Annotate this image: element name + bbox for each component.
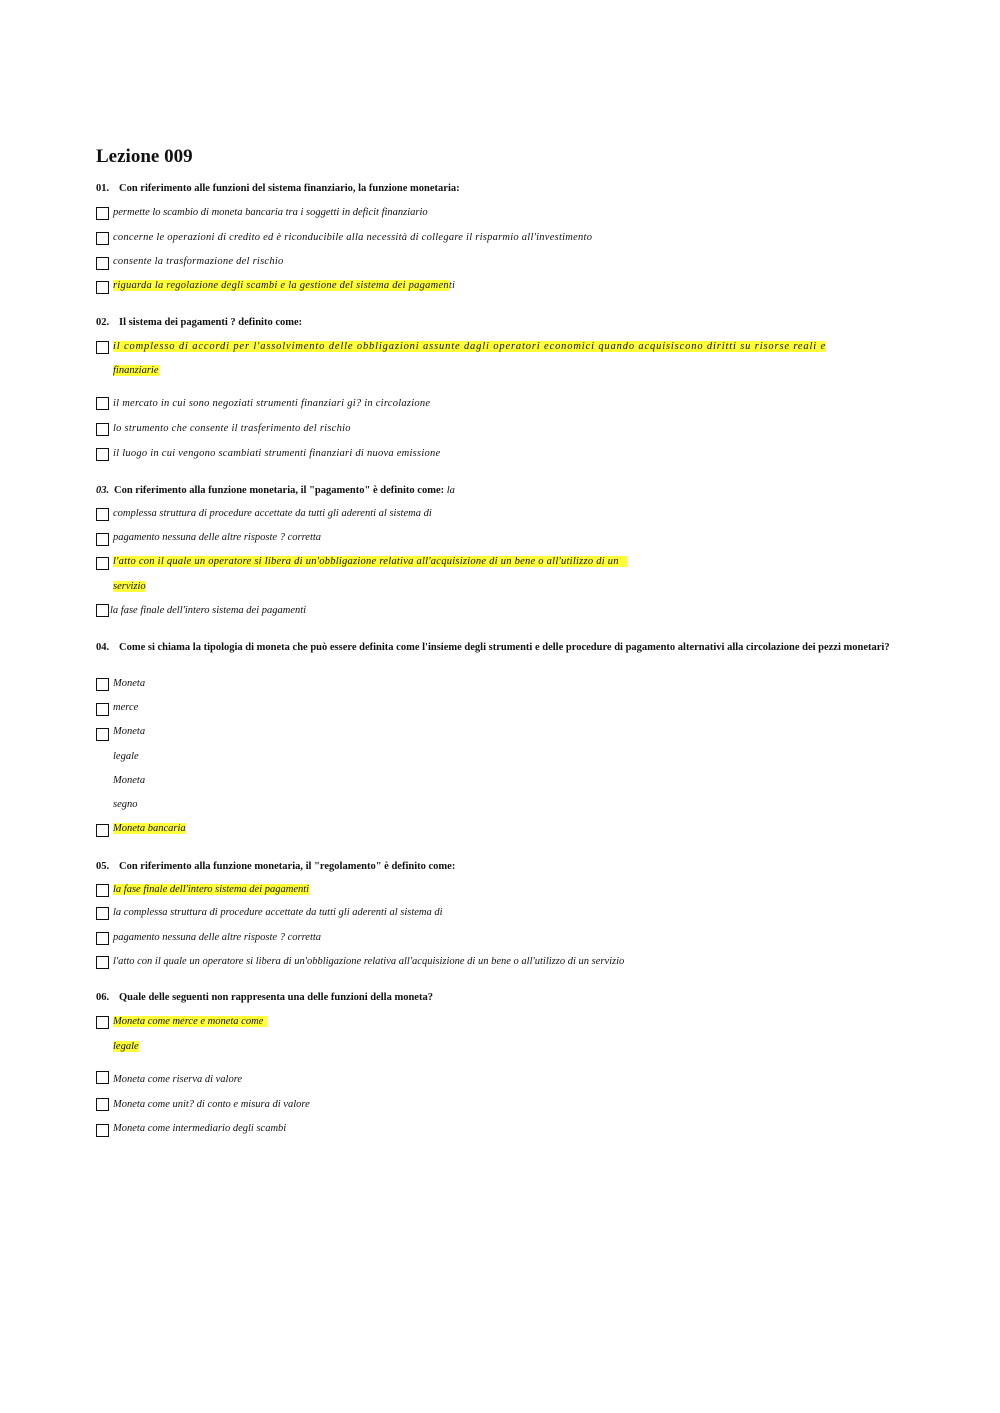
answer-text-correct — [113, 883, 309, 896]
answer-text-tail: ti — [448, 280, 456, 291]
answer-text-correct-cont — [113, 364, 159, 377]
answer-text: Moneta — [113, 678, 146, 689]
question-text: Con riferimento alla funzione monetaria, il "pagamento" è definito come: — [114, 485, 445, 496]
answer-text: concerne le operazioni di credito ed è riconducibile alla necessità di collegare il risparmio all'investimento — [113, 232, 593, 243]
checkbox-icon[interactable] — [96, 1098, 109, 1111]
highlighted-answer: il complesso di accordi per l'assolvimento delle obbligazioni assunte dagli operatori economici quando acquisiscono diritti su risorse reali e — [113, 341, 827, 352]
question-text: Con riferimento alla funzione monetaria, il "regolamento" è definito come: — [119, 861, 456, 872]
answer-text: il mercato in cui sono negoziati strumenti finanziari gi? in circolazione — [113, 398, 431, 409]
checkbox-icon[interactable] — [96, 397, 109, 410]
checkbox-icon[interactable] — [96, 1071, 109, 1084]
highlighted-answer: servizio — [113, 581, 146, 592]
question-number: 06. — [96, 992, 110, 1003]
checkbox-icon[interactable] — [96, 257, 109, 270]
answer-text: Moneta — [113, 775, 146, 786]
answer-text-correct-cont — [113, 1040, 139, 1053]
answer-text: segno — [113, 799, 138, 810]
question-text: Quale delle seguenti non rappresenta una delle funzioni della moneta? — [119, 992, 433, 1003]
answer-text: Moneta — [113, 726, 146, 737]
answer-text: l'atto con il quale un operatore si libera di un'obbligazione relativa all'acquisizione di un bene o all'utilizzo di un servizio — [113, 956, 625, 967]
checkbox-icon[interactable] — [96, 907, 109, 920]
question-text: Il sistema dei pagamenti ? definito come: — [119, 317, 303, 328]
checkbox-icon[interactable] — [96, 884, 109, 897]
highlighted-answer: l'atto con il quale un operatore si libera di un'obbligazione relativa all'acquisizione di un bene o all'utilizzo di un — [113, 556, 628, 567]
answer-text-correct — [113, 1015, 267, 1028]
question-text: Con riferimento alle funzioni del sistema finanziario, la funzione monetaria: — [119, 183, 460, 194]
checkbox-icon[interactable] — [96, 728, 109, 741]
checkbox-icon[interactable] — [96, 1124, 109, 1137]
lesson-title: Lezione 009 — [96, 146, 193, 167]
checkbox-icon[interactable] — [96, 423, 109, 436]
checkbox-icon[interactable] — [96, 824, 109, 837]
checkbox-icon[interactable] — [96, 703, 109, 716]
question-05 — [96, 861, 455, 872]
answer-text: il luogo in cui vengono scambiati strumenti finanziari di nuova emissione — [113, 448, 441, 459]
answer-text: consente la trasformazione del rischio — [113, 256, 284, 267]
checkbox-icon[interactable] — [96, 341, 109, 354]
question-number: 05. — [96, 861, 110, 872]
answer-text-correct — [113, 340, 826, 353]
answer-text-correct — [113, 555, 628, 568]
answer-text: Moneta come riserva di valore — [113, 1074, 243, 1085]
checkbox-icon[interactable] — [96, 281, 109, 294]
highlighted-answer: Moneta bancaria — [113, 823, 186, 834]
highlighted-answer: finanziarie — [113, 365, 159, 376]
checkbox-icon[interactable] — [96, 604, 109, 617]
answer-text-correct — [113, 822, 186, 835]
checkbox-icon[interactable] — [96, 232, 109, 245]
answer-text: Moneta come unit? di conto e misura di valore — [113, 1099, 310, 1110]
checkbox-icon[interactable] — [96, 448, 109, 461]
question-tail: la — [446, 485, 455, 496]
checkbox-icon[interactable] — [96, 207, 109, 220]
checkbox-icon[interactable] — [96, 678, 109, 691]
highlighted-answer: riguarda la regolazione degli scambi e la gestione del sistema dei pagamen — [113, 280, 449, 291]
answer-text: pagamento nessuna delle altre risposte ? corretta — [113, 532, 322, 543]
answer-text: legale — [113, 751, 139, 762]
question-04 — [96, 642, 896, 654]
question-06 — [96, 992, 433, 1003]
answer-text: merce — [113, 702, 139, 713]
question-number: 01. — [96, 183, 110, 194]
answer-text-correct — [113, 279, 455, 292]
answer-text: lo strumento che consente il trasferimento del rischio — [113, 423, 351, 434]
checkbox-icon[interactable] — [96, 557, 109, 570]
highlighted-answer: la fase finale dell'intero sistema dei pagamenti — [113, 884, 310, 895]
answer-text-correct-cont — [113, 580, 146, 593]
highlighted-answer: legale — [113, 1041, 139, 1052]
checkbox-icon[interactable] — [96, 508, 109, 521]
checkbox-icon[interactable] — [96, 533, 109, 546]
answer-text: Moneta come intermediario degli scambi — [113, 1123, 287, 1134]
question-01 — [96, 183, 460, 194]
checkbox-icon[interactable] — [96, 932, 109, 945]
question-number: 04. — [96, 642, 110, 653]
question-number: 03. — [96, 485, 110, 496]
question-03 — [96, 485, 455, 496]
answer-text: la fase finale dell'intero sistema dei pagamenti — [110, 605, 307, 616]
question-02 — [96, 317, 302, 328]
question-number: 02. — [96, 317, 110, 328]
answer-text: permette lo scambio di moneta bancaria tra i soggetti in deficit finanziario — [113, 207, 428, 218]
answer-text: la complessa struttura di procedure accettate da tutti gli aderenti al sistema di — [113, 907, 443, 918]
checkbox-icon[interactable] — [96, 956, 109, 969]
highlighted-answer: Moneta come merce e moneta come — [113, 1016, 267, 1027]
answer-text: pagamento nessuna delle altre risposte ? corretta — [113, 932, 322, 943]
answer-text: complessa struttura di procedure accettate da tutti gli aderenti al sistema di — [113, 508, 432, 519]
checkbox-icon[interactable] — [96, 1016, 109, 1029]
question-text: Come si chiama la tipologia di moneta che può essere definita come l'insieme degli strumenti e delle procedure di pagamento alternativi alla circolazione dei pezzi monetari? — [119, 642, 890, 653]
